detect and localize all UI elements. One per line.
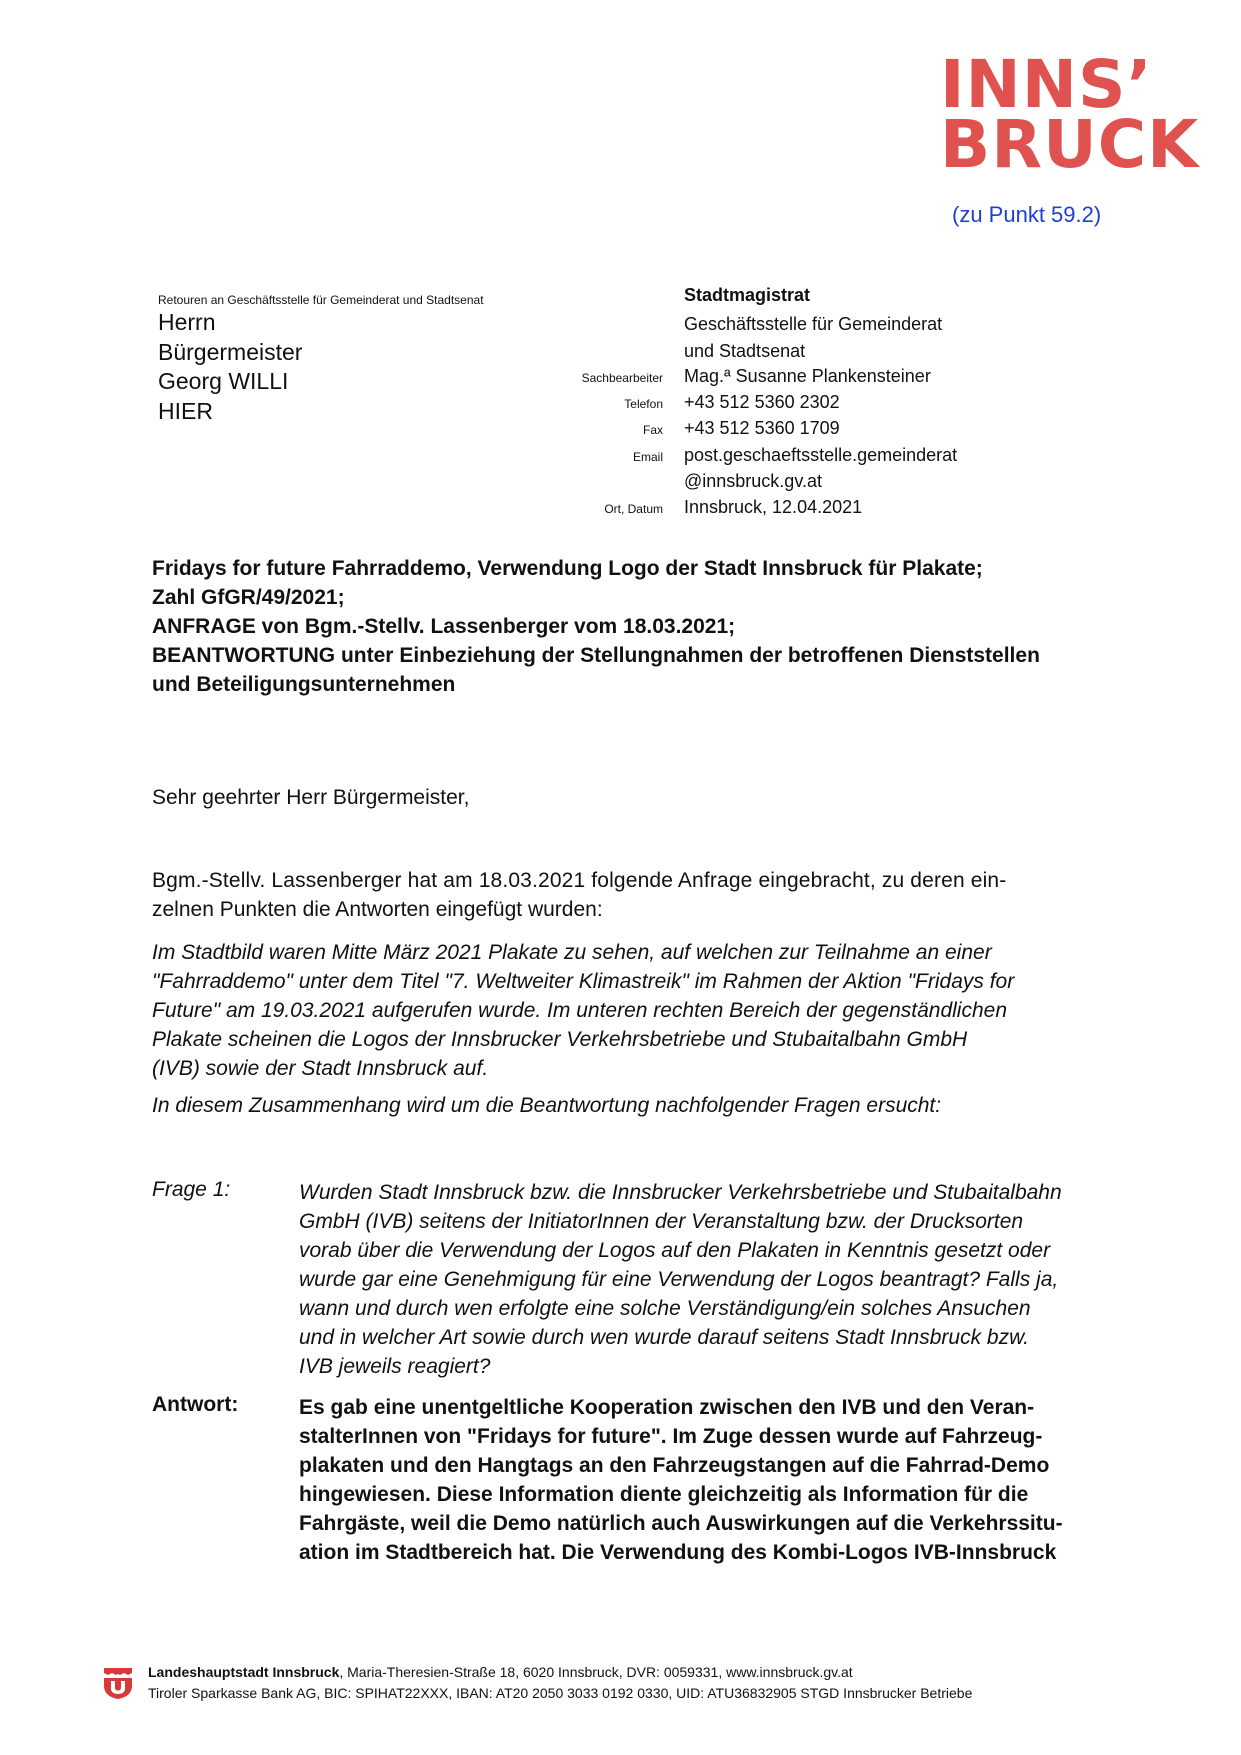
answer-line: Es gab eine unentgeltliche Kooperation zwischen den IVB und den Veran-	[299, 1396, 1035, 1419]
fax-value: +43 512 5360 1709	[684, 418, 840, 438]
request-line: Plakate scheinen die Logos der Innsbrucker Verkehrsbetriebe und Stubaitalbahn GmbH	[152, 1028, 968, 1051]
subject-line: BEANTWORTUNG unter Einbeziehung der Stellungnahmen der betroffenen Dienststellen	[152, 644, 1040, 667]
request-line: Future" am 19.03.2021 aufgerufen wurde. Im unteren rechten Bereich der gegenständlichen	[152, 999, 1008, 1022]
city-coat-of-arms-icon	[103, 1666, 133, 1700]
answer-line: hingewiesen. Diese Information diente gleichzeitig als Information für die	[299, 1483, 1029, 1506]
answer-label: Antwort:	[152, 1393, 239, 1416]
email-row	[0, 445, 1241, 471]
request-line: (IVB) sowie der Stadt Innsbruck auf.	[152, 1057, 489, 1080]
recipient-line: Georg WILLI	[158, 368, 289, 394]
footer-line-2: Tiroler Sparkasse Bank AG, BIC: SPIHAT22XXX, IBAN: AT20 2050 3033 0192 0330, UID: ATU36832905 STGD Innsbrucker Betriebe	[148, 1685, 973, 1701]
subject-line: Zahl GfGR/49/2021;	[152, 586, 345, 609]
answer-line: ation im Stadtbereich hat. Die Verwendung des Kombi-Logos IVB-Innsbruck	[299, 1541, 1057, 1564]
date-label: Ort, Datum	[604, 502, 663, 516]
agenda-reference: (zu Punkt 59.2)	[952, 202, 1102, 227]
fax-label: Fax	[642, 423, 663, 437]
email-value-line-2: @innsbruck.gv.at	[684, 471, 822, 491]
salutation: Sehr geehrter Herr Bürgermeister,	[152, 786, 470, 809]
sender-title: Stadtmagistrat	[684, 285, 811, 305]
logo-line-1: INNS’	[940, 46, 1153, 123]
question-line: GmbH (IVB) seitens der InitiatorInnen der Veranstaltung bzw. der Drucksorten	[299, 1210, 1024, 1233]
subject-line: und Beteiligungsunternehmen	[152, 673, 456, 696]
phone-value: +43 512 5360 2302	[684, 392, 840, 412]
question-line: IVB jeweils reagiert?	[299, 1355, 491, 1378]
answer-line: stalterInnen von "Fridays for future". Im Zuge dessen wurde auf Fahrzeug-	[299, 1425, 1043, 1448]
subject-line: ANFRAGE von Bgm.-Stellv. Lassenberger vom 18.03.2021;	[152, 615, 736, 638]
date-row	[0, 497, 1241, 523]
clerk-value: Mag.ª Susanne Plankensteiner	[684, 366, 931, 386]
email-label: Email	[632, 450, 663, 464]
email-row-continued	[0, 471, 1241, 497]
return-address-line: Retouren an Geschäftsstelle für Gemeinderat und Stadtsenat	[158, 293, 484, 307]
question-label: Frage 1:	[152, 1178, 231, 1201]
sender-line: und Stadtsenat	[684, 340, 806, 361]
footer-org-name: Landeshauptstadt Innsbruck	[148, 1664, 340, 1680]
request-paragraph	[152, 938, 1132, 1083]
answer-text	[299, 1393, 1139, 1567]
answer-line: Fahrgäste, weil die Demo natürlich auch Auswirkungen auf die Verkehrssitu-	[299, 1512, 1063, 1535]
footer-line-1	[148, 1662, 972, 1683]
recipient-line: Bürgermeister	[158, 338, 303, 365]
request-followup: In diesem Zusammenhang wird um die Beantwortung nachfolgender Fragen ersucht:	[152, 1094, 942, 1117]
request-line: Im Stadtbild waren Mitte März 2021 Plakate zu sehen, auf welchen zur Teilnahme an einer	[152, 941, 992, 964]
fax-row	[0, 418, 1241, 444]
phone-label: Telefon	[624, 397, 663, 411]
sender-line: Geschäftsstelle für Gemeinderat	[684, 314, 943, 334]
request-line: "Fahrraddemo" unter dem Titel "7. Weltweiter Klimastreik" im Rahmen der Aktion "Fridays for	[152, 970, 1015, 993]
sender-department	[684, 311, 942, 364]
question-line: wurde gar eine Genehmigung für eine Verwendung der Logos beantragt? Falls ja,	[299, 1268, 1059, 1291]
clerk-label: Sachbearbeiter	[581, 371, 663, 385]
intro-line: zelnen Punkten die Antworten eingefügt wurden:	[152, 898, 603, 921]
question-line: Wurden Stadt Innsbruck bzw. die Innsbrucker Verkehrsbetriebe und Stubaitalbahn	[299, 1181, 1062, 1204]
clerk-row	[0, 366, 1241, 392]
question-line: und in welcher Art sowie durch wen wurde darauf seitens Stadt Innsbruck bzw.	[299, 1326, 1029, 1349]
email-value-line-1: post.geschaeftsstelle.gemeinderat	[684, 445, 958, 465]
answer-line: plakaten und den Hangtags an den Fahrzeugstangen auf die Fahrrad-Demo	[299, 1454, 1050, 1477]
subject-line: Fridays for future Fahrraddemo, Verwendung Logo der Stadt Innsbruck für Plakate;	[152, 557, 983, 580]
question-text	[299, 1178, 1139, 1381]
phone-row	[0, 392, 1241, 418]
intro-line: Bgm.-Stellv. Lassenberger hat am 18.03.2021 folgende Anfrage eingebracht, zu deren ein-	[152, 869, 1007, 892]
recipient-line: Herrn	[158, 309, 216, 335]
logo-line-2: BRUCK	[940, 106, 1200, 183]
intro-paragraph	[152, 866, 1127, 924]
question-line: wann und durch wen erfolgte eine solche Verständigung/ein solches Ansuchen	[299, 1297, 1031, 1320]
recipient-line: HIER	[158, 397, 213, 424]
footer-address: , Maria-Theresien-Straße 18, 6020 Innsbruck, DVR: 0059331, www.innsbruck.gv.at	[339, 1664, 853, 1680]
footer	[148, 1662, 972, 1704]
date-value: Innsbruck, 12.04.2021	[684, 497, 863, 517]
question-line: vorab über die Verwendung der Logos auf den Plakaten in Kenntnis gesetzt oder	[299, 1239, 1051, 1262]
innsbruck-logo	[940, 46, 1200, 183]
subject	[152, 554, 1132, 699]
